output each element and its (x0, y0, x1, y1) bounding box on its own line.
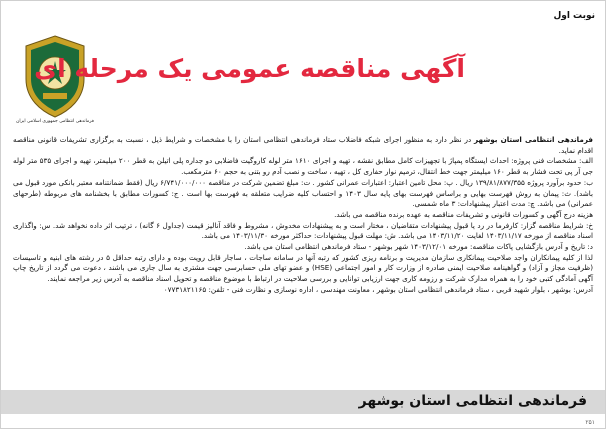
issuer-name: فرماندهی انتظامی استان بوشهر (474, 135, 593, 144)
page-title: آگهی مناقصه عمومی یک مرحله ای (34, 54, 465, 83)
section-d: د: تاریخ و آدرس بازگشایی پاکات مناقصه: مورخه ۱۴۰۳/۱۲/۰۱ شهر بوشهر - ستاد فرماندهی انتظامی استان می باشد. (244, 242, 593, 252)
section-kh: خ: شرایط مناقصه گزار: کارفرما در رد یا قبول پیشنهادات متقاضیان ، مختار است و به پیشنهادات مخدوش ، مشروط و فاقد آنالیز قیمت (جداول ۶ گانه) ، ترتیب اثر داده نخواهد شد. س: واگذاری اسناد مناقصه از مورخه ۱۴۰۳/۱۱/۱۷ لغایت ۱۴۰۳/۱۱/۲۰ می باشد. ش: مهلت قبول پیشنهادات: حداکثر مورخه ۱۴۰۳/۱۱/۳۰ می باشد. (13, 220, 594, 241)
section-b: ب: حدود برآورد پروژه ۱۳۹/۸۱/۸۷۷/۳۵۵ ریال . پ: محل تامین اعتبار: اعتبارات عمرانی کشور . ت: مبلغ تضمین شرکت در مناقصه ۶/۷۴۱/۰۰۰/۰۰۰ ریال (فقط ضمانتنامه معتبر بانکی مورد قبول می باشد). ث: پیمان به روش فهرست بهایی و براساس فهرست بهای پایه سال ۱۴۰۳ و احتساب کلیه ضرایب متعلقه به فهرست بها است . ج: کسورات مطابق با بخشنامه های مربوطه (طرحهای عمرانی) می باشد. چ: مدت اعتبار پیشنهادات: ۳ ماه شمسی. (13, 177, 593, 209)
notice-number: نوبت اول (553, 11, 595, 21)
notice-body (13, 135, 593, 296)
intro-text: در نظر دارد به منظور اجرای شبکه فاضلاب ستاد فرماندهی انتظامی استان را با مشخصات و شرایط ذیل ، نسبت به برگزاری تشریفات قانونی مناقصه اقدام نماید. (13, 135, 593, 155)
address-line: آدرس: بوشهر ، بلوار شهید قربی ، ستاد فرماندهی انتظامی استان بوشهر ، معاونت مهندسی ، اداره نوسازی و نظارت فنی - تلفن: ۰۷۷۳۱۸۲۱۱۶۵ (163, 284, 593, 294)
section-a: الف: مشخصات فنی پروژه: احداث ایستگاه پمپاژ با تجهیزات کامل مطابق نقشه ، تهیه و اجرای ۱۶۱۰ متر لوله کاروگیت فاضلابی دو جداره پلی اتیلن به قطر ۲۰۰ میلیمتر، تهیه و اجرای ۵۳۵ متر لوله جی آر پی تحت فشار به قطر ۱۶۰ میلیمتر جهت خط انتقال، ترمیم نوار حفاری کل ، تهیه ، ساخت و نصب آدم رو بتنی به حجم ۶۰ مترمکعب. (13, 156, 593, 177)
invitation-note: لذا از کلیه پیمانکاران واجد صلاحیت پیمانکاری سازمان مدیریت و برنامه ریزی کشور که رتبه آنها در سامانه ساجات ، ساجار قابل رویت بوده و دارای رتبه حداقل ۵ در رشته های ابنیه و تاسیسات (ظرفیت مجاز و آزاد) و گواهینامه صلاحیت ایمنی صادره از وزارت کار و امور اجتماعی (HSE) و عضو تهای ملی حسابرسی جهت مشتری به سال جاری می باشند ، دعوت می گردد از تاریخ چاپ آگهی آمادگی کتبی خود را به همراه مدارک شرکت و رزومه کاری جهت ارزیابی توانایی و بررسی صلاحیت در ارتباط با موضوع مناقصه و تحویل اسناد مناقصه به آدرس زیر مراجعه نمایند. (13, 252, 593, 284)
intro-paragraph (13, 135, 593, 156)
section-h: هزینه درج آگهی و کسورات قانونی و تشریفات مناقصه به عهده برنده مناقصه می باشد. (334, 209, 593, 219)
page-number: ۲۵۱ (585, 419, 595, 426)
emblem-caption: فرماندهی انتظامی جمهوری اسلامی ایران (16, 119, 94, 124)
footer-signature: فرماندهی انتظامی استان بوشهر (358, 393, 587, 409)
